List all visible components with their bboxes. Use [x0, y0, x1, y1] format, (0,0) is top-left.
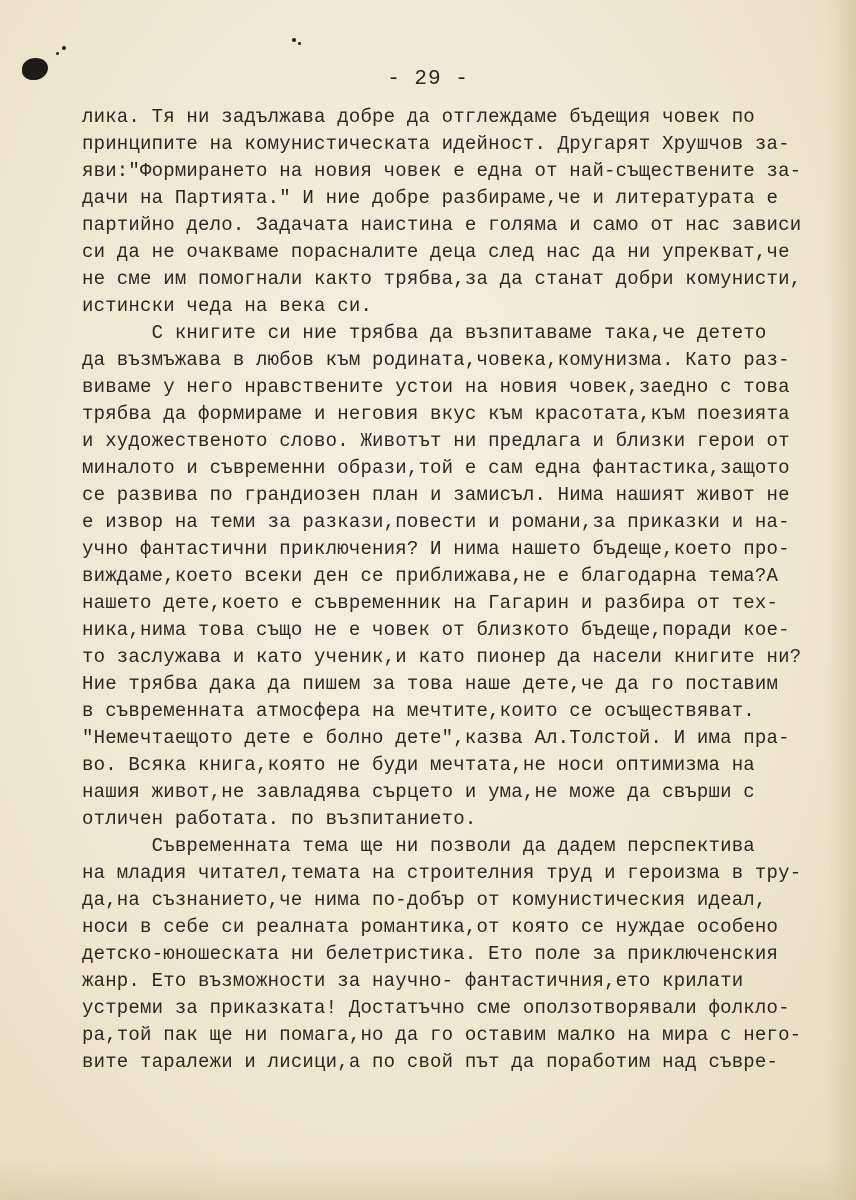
text-line: жанр. Ето възможности за научно- фантастичния,ето крилати — [82, 970, 744, 992]
text-line: лика. Тя ни задължава добре да отглеждаме бъдещия човек по — [82, 106, 755, 128]
text-line: ра,той пак ще ни помага,но да го оставим малко на мира с него- — [82, 1024, 802, 1046]
text-line: на младия читател,темата на строителния труд и героизма в тру- — [82, 862, 802, 884]
text-line: учно фантастични приключения? И нима нашето бъдеще,което про- — [82, 538, 790, 560]
text-line: устреми за приказката! Достатъчно сме оползотворявали фолкло- — [82, 997, 790, 1019]
paragraph — [82, 320, 822, 833]
ink-speck — [56, 52, 59, 55]
text-line: во. Всяка книга,която не буди мечтата,не носи оптимизма на — [82, 754, 755, 776]
text-line: партийно дело. Задачата наистина е голяма и само от нас зависи — [82, 214, 802, 236]
text-line: истински чеда на века си. — [82, 295, 373, 317]
page-bottom-shadow — [0, 1160, 856, 1200]
ink-speck — [298, 42, 301, 45]
ink-speck — [62, 46, 66, 50]
text-line: дачи на Партията." И ние добре разбираме,че и литературата е — [82, 187, 779, 209]
text-line: да,на съзнанието,че нима по-добър от комунистическия идеал, — [82, 889, 767, 911]
text-line: виждаме,което всеки ден се приближава,не е благодарна тема?А — [82, 565, 779, 587]
text-line: нашето дете,което е съвременник на Гагарин и разбира от тех- — [82, 592, 779, 614]
text-line: да възмъжава в любов към родината,човека,комунизма. Като раз- — [82, 349, 790, 371]
text-line: не сме им помогнали както трябва,за да станат добри комунисти, — [82, 268, 802, 290]
text-line: отличен работата. по възпитанието. — [82, 808, 477, 830]
text-line: С книгите си ние трябва да възпитаваме така,че детето — [82, 322, 767, 344]
page-number: - 29 - — [387, 68, 469, 91]
paragraph — [82, 833, 822, 1076]
text-line: виваме у него нравствените устои на новия човек,заедно с това — [82, 376, 790, 398]
text-line: вите таралежи и лисици,а по свой път да поработим над съвре- — [82, 1051, 779, 1073]
text-line: си да не очакваме порасналите деца след нас да ни упрекват,че — [82, 241, 790, 263]
text-line: яви:"Формирането на новия човек е една от най-съществените за- — [82, 160, 802, 182]
text-line: то заслужава и като ученик,и като пионер да насели книгите ни? — [82, 646, 802, 668]
paragraph — [82, 104, 822, 320]
text-line: Съвременната тема ще ни позволи да дадем перспектива — [82, 835, 755, 857]
ink-speck — [292, 38, 296, 42]
text-line: нашия живот,не завладява сърцето и ума,не може да свърши с — [82, 781, 755, 803]
text-line: е извор на теми за разкази,повести и романи,за приказки и на- — [82, 511, 790, 533]
typed-text-body — [82, 104, 822, 1076]
text-line: миналото и съвременни образи,той е сам една фантастика,защото — [82, 457, 790, 479]
text-line: Ние трябва дака да пишем за това наше дете,че да го поставим — [82, 673, 779, 695]
page-edge-shadow — [828, 0, 856, 1200]
text-line: в съвременната атмосфера на мечтите,които се осъществяват. — [82, 700, 755, 722]
text-line: трябва да формираме и неговия вкус към красотата,към поезията — [82, 403, 790, 425]
text-line: ника,нима това също не е човек от близкото бъдеще,поради кое- — [82, 619, 790, 641]
text-line: детско-юношеската ни белетристика. Ето поле за приключенския — [82, 943, 779, 965]
text-line: носи в себе си реалната романтика,от която се нуждае особено — [82, 916, 779, 938]
text-line: принципите на комунистическата идейност. Другарят Хрушчов за- — [82, 133, 790, 155]
text-line: се развива по грандиозен план и замисъл. Нима нашият живот не — [82, 484, 790, 506]
text-line: и художественото слово. Животът ни предлага и близки герои от — [82, 430, 790, 452]
text-line: "Немечтаещото дете е болно дете",казва Ал.Толстой. И има пра- — [82, 727, 790, 749]
